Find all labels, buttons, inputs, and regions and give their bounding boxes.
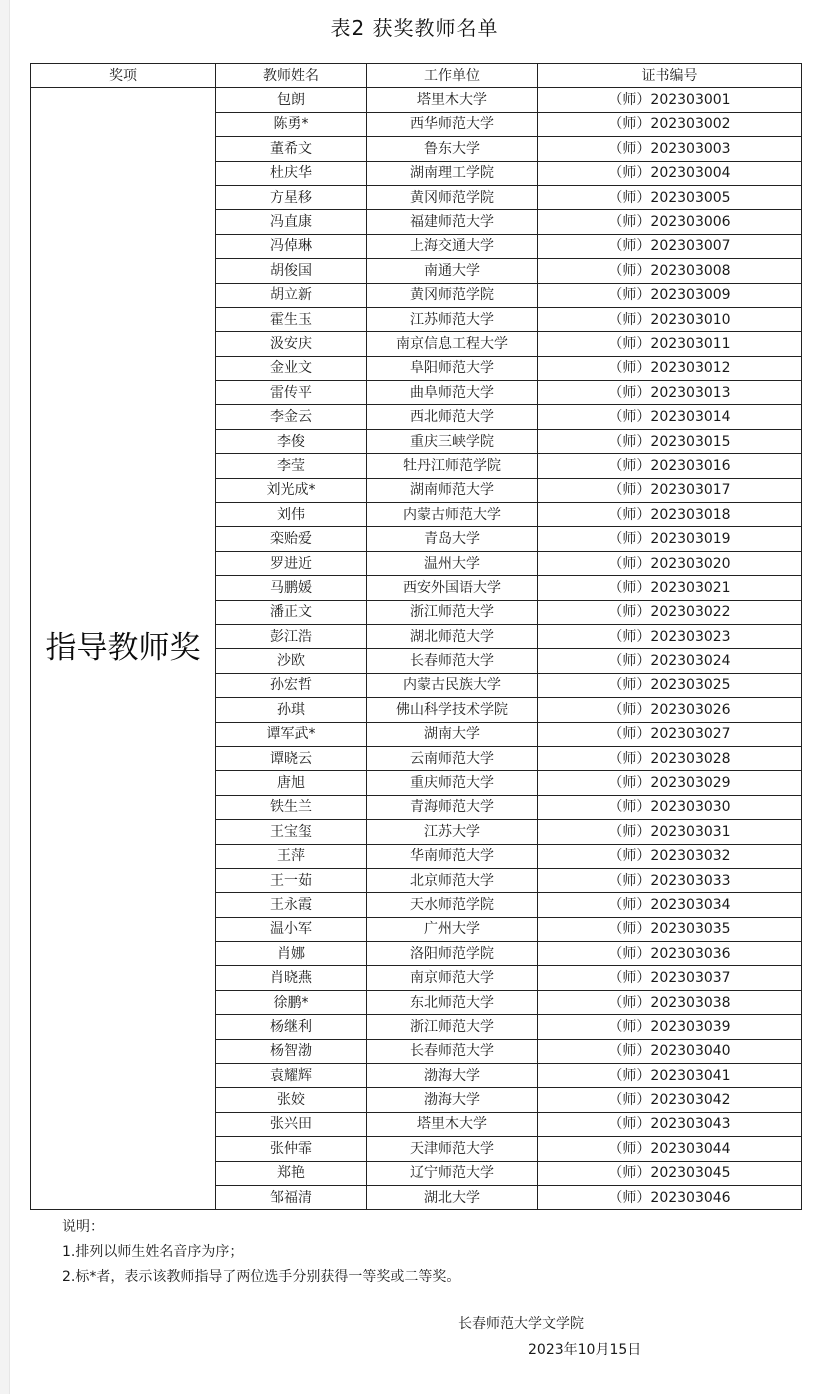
teacher-name-cell: 刘光成*: [216, 478, 367, 502]
certificate-number-cell: （师）202303009: [538, 283, 802, 307]
teacher-name-cell: 杜庆华: [216, 161, 367, 185]
teacher-name-cell: 徐鹏*: [216, 990, 367, 1014]
document-title: 表2 获奖教师名单: [330, 16, 499, 40]
certificate-number-cell: （师）202303023: [538, 624, 802, 648]
work-unit-cell: 湖南师范大学: [367, 478, 538, 502]
certificate-number-cell: （师）202303044: [538, 1137, 802, 1161]
certificate-number-cell: （师）202303019: [538, 527, 802, 551]
teacher-name-cell: 邹福清: [216, 1185, 367, 1209]
work-unit-cell: 广州大学: [367, 917, 538, 941]
certificate-number-cell: （师）202303046: [538, 1185, 802, 1209]
teacher-name-cell: 郑艳: [216, 1161, 367, 1185]
certificate-number-cell: （师）202303017: [538, 478, 802, 502]
teacher-name-cell: 胡俊国: [216, 259, 367, 283]
certificate-number-cell: （师）202303011: [538, 332, 802, 356]
teacher-name-cell: 罗进近: [216, 551, 367, 575]
work-unit-cell: 重庆师范大学: [367, 771, 538, 795]
work-unit-cell: 青海师范大学: [367, 795, 538, 819]
teacher-name-cell: 潘正文: [216, 600, 367, 624]
certificate-number-cell: （师）202303007: [538, 234, 802, 258]
certificate-number-cell: （师）202303040: [538, 1039, 802, 1063]
work-unit-cell: 湖北师范大学: [367, 624, 538, 648]
work-unit-cell: 浙江师范大学: [367, 1015, 538, 1039]
certificate-number-cell: （师）202303030: [538, 795, 802, 819]
table-header-row: [31, 64, 802, 88]
work-unit-cell: 江苏大学: [367, 820, 538, 844]
page-left-edge: [0, 0, 10, 1394]
certificate-number-cell: （师）202303005: [538, 185, 802, 209]
work-unit-cell: 湖北大学: [367, 1185, 538, 1209]
certificate-number-cell: （师）202303033: [538, 868, 802, 892]
header-work-unit: 工作单位: [367, 64, 538, 88]
certificate-number-cell: （师）202303001: [538, 88, 802, 112]
header-teacher-name: 教师姓名: [216, 64, 367, 88]
header-certificate-number: 证书编号: [538, 64, 802, 88]
teacher-name-cell: 杨智渤: [216, 1039, 367, 1063]
certificate-number-cell: （师）202303016: [538, 454, 802, 478]
notes-section: [62, 1215, 460, 1290]
work-unit-cell: 南京信息工程大学: [367, 332, 538, 356]
teacher-name-cell: 肖晓燕: [216, 966, 367, 990]
teacher-name-cell: 孙宏哲: [216, 673, 367, 697]
table-body: [31, 88, 802, 1210]
work-unit-cell: 塔里木大学: [367, 1112, 538, 1136]
certificate-number-cell: （师）202303025: [538, 673, 802, 697]
teacher-name-cell: 李金云: [216, 405, 367, 429]
certificate-number-cell: （师）202303002: [538, 112, 802, 136]
certificate-number-cell: （师）202303035: [538, 917, 802, 941]
teacher-name-cell: 张仲霏: [216, 1137, 367, 1161]
certificate-number-cell: （师）202303003: [538, 137, 802, 161]
certificate-number-cell: （师）202303018: [538, 503, 802, 527]
teacher-name-cell: 王一茹: [216, 868, 367, 892]
teacher-name-cell: 栾贻爱: [216, 527, 367, 551]
work-unit-cell: 长春师范大学: [367, 649, 538, 673]
certificate-number-cell: （师）202303010: [538, 307, 802, 331]
teacher-name-cell: 铁生兰: [216, 795, 367, 819]
certificate-number-cell: （师）202303022: [538, 600, 802, 624]
work-unit-cell: 青岛大学: [367, 527, 538, 551]
teacher-name-cell: 包朗: [216, 88, 367, 112]
certificate-number-cell: （师）202303042: [538, 1088, 802, 1112]
work-unit-cell: 湖南理工学院: [367, 161, 538, 185]
certificate-number-cell: （师）202303043: [538, 1112, 802, 1136]
work-unit-cell: 牡丹江师范学院: [367, 454, 538, 478]
certificate-number-cell: （师）202303028: [538, 746, 802, 770]
work-unit-cell: 西华师范大学: [367, 112, 538, 136]
work-unit-cell: 南通大学: [367, 259, 538, 283]
work-unit-cell: 云南师范大学: [367, 746, 538, 770]
work-unit-cell: 内蒙古民族大学: [367, 673, 538, 697]
work-unit-cell: 西安外国语大学: [367, 576, 538, 600]
work-unit-cell: 渤海大学: [367, 1064, 538, 1088]
notes-heading: 说明：: [62, 1219, 104, 1235]
work-unit-cell: 上海交通大学: [367, 234, 538, 258]
header-award: 奖项: [31, 64, 216, 88]
certificate-number-cell: （师）202303020: [538, 551, 802, 575]
work-unit-cell: 福建师范大学: [367, 210, 538, 234]
teacher-name-cell: 李俊: [216, 429, 367, 453]
teacher-name-cell: 彭江浩: [216, 624, 367, 648]
work-unit-cell: 阜阳师范大学: [367, 356, 538, 380]
teacher-name-cell: 胡立新: [216, 283, 367, 307]
work-unit-cell: 东北师范大学: [367, 990, 538, 1014]
teacher-name-cell: 谭军武*: [216, 722, 367, 746]
work-unit-cell: 北京师范大学: [367, 868, 538, 892]
certificate-number-cell: （师）202303012: [538, 356, 802, 380]
certificate-number-cell: （师）202303024: [538, 649, 802, 673]
work-unit-cell: 湖南大学: [367, 722, 538, 746]
note-item: 1.排列以师生姓名音序为序；: [62, 1244, 244, 1260]
certificate-number-cell: （师）202303013: [538, 381, 802, 405]
teacher-name-cell: 王宝玺: [216, 820, 367, 844]
teacher-name-cell: 霍生玉: [216, 307, 367, 331]
award-teachers-table: [30, 63, 802, 1210]
work-unit-cell: 长春师范大学: [367, 1039, 538, 1063]
work-unit-cell: 佛山科学技术学院: [367, 698, 538, 722]
certificate-number-cell: （师）202303039: [538, 1015, 802, 1039]
work-unit-cell: 天津师范大学: [367, 1137, 538, 1161]
work-unit-cell: 浙江师范大学: [367, 600, 538, 624]
certificate-number-cell: （师）202303014: [538, 405, 802, 429]
certificate-number-cell: （师）202303038: [538, 990, 802, 1014]
teacher-name-cell: 王永霞: [216, 893, 367, 917]
table-row: [31, 88, 802, 112]
note-item: 2.标*者，表示该教师指导了两位选手分别获得一等奖或二等奖。: [62, 1269, 461, 1285]
certificate-number-cell: （师）202303004: [538, 161, 802, 185]
work-unit-cell: 曲阜师范大学: [367, 381, 538, 405]
certificate-number-cell: （师）202303008: [538, 259, 802, 283]
teacher-name-cell: 马鹏媛: [216, 576, 367, 600]
teacher-name-cell: 袁耀辉: [216, 1064, 367, 1088]
work-unit-cell: 塔里木大学: [367, 88, 538, 112]
teacher-name-cell: 孙琪: [216, 698, 367, 722]
certificate-number-cell: （师）202303026: [538, 698, 802, 722]
certificate-number-cell: （师）202303021: [538, 576, 802, 600]
teacher-name-cell: 谭晓云: [216, 746, 367, 770]
teacher-name-cell: 刘伟: [216, 503, 367, 527]
signature-block: [458, 1311, 641, 1363]
work-unit-cell: 华南师范大学: [367, 844, 538, 868]
work-unit-cell: 内蒙古师范大学: [367, 503, 538, 527]
teacher-name-cell: 杨继利: [216, 1015, 367, 1039]
teacher-name-cell: 雷传平: [216, 381, 367, 405]
teacher-name-cell: 温小军: [216, 917, 367, 941]
teacher-name-cell: 方星移: [216, 185, 367, 209]
work-unit-cell: 鲁东大学: [367, 137, 538, 161]
teacher-name-cell: 李莹: [216, 454, 367, 478]
certificate-number-cell: （师）202303041: [538, 1064, 802, 1088]
teacher-name-cell: 冯直康: [216, 210, 367, 234]
signature-organization: 长春师范大学文学院: [458, 1316, 584, 1332]
work-unit-cell: 天水师范学院: [367, 893, 538, 917]
certificate-number-cell: （师）202303034: [538, 893, 802, 917]
certificate-number-cell: （师）202303032: [538, 844, 802, 868]
work-unit-cell: 温州大学: [367, 551, 538, 575]
teacher-name-cell: 金业文: [216, 356, 367, 380]
certificate-number-cell: （师）202303031: [538, 820, 802, 844]
award-category-cell: 指导教师奖: [31, 88, 216, 1210]
teacher-name-cell: 陈勇*: [216, 112, 367, 136]
teacher-name-cell: 汲安庆: [216, 332, 367, 356]
work-unit-cell: 黄冈师范学院: [367, 185, 538, 209]
work-unit-cell: 渤海大学: [367, 1088, 538, 1112]
teacher-name-cell: 张兴田: [216, 1112, 367, 1136]
certificate-number-cell: （师）202303045: [538, 1161, 802, 1185]
teacher-name-cell: 唐旭: [216, 771, 367, 795]
certificate-number-cell: （师）202303006: [538, 210, 802, 234]
teacher-name-cell: 王萍: [216, 844, 367, 868]
teacher-name-cell: 董希文: [216, 137, 367, 161]
work-unit-cell: 重庆三峡学院: [367, 429, 538, 453]
certificate-number-cell: （师）202303015: [538, 429, 802, 453]
certificate-number-cell: （师）202303027: [538, 722, 802, 746]
work-unit-cell: 西北师范大学: [367, 405, 538, 429]
signature-date: 2023年10月15日: [528, 1342, 642, 1358]
teacher-name-cell: 张姣: [216, 1088, 367, 1112]
work-unit-cell: 黄冈师范学院: [367, 283, 538, 307]
certificate-number-cell: （师）202303029: [538, 771, 802, 795]
work-unit-cell: 辽宁师范大学: [367, 1161, 538, 1185]
teacher-name-cell: 冯倬琳: [216, 234, 367, 258]
teacher-name-cell: 肖娜: [216, 942, 367, 966]
work-unit-cell: 江苏师范大学: [367, 307, 538, 331]
certificate-number-cell: （师）202303037: [538, 966, 802, 990]
work-unit-cell: 南京师范大学: [367, 966, 538, 990]
teacher-name-cell: 沙欧: [216, 649, 367, 673]
certificate-number-cell: （师）202303036: [538, 942, 802, 966]
work-unit-cell: 洛阳师范学院: [367, 942, 538, 966]
